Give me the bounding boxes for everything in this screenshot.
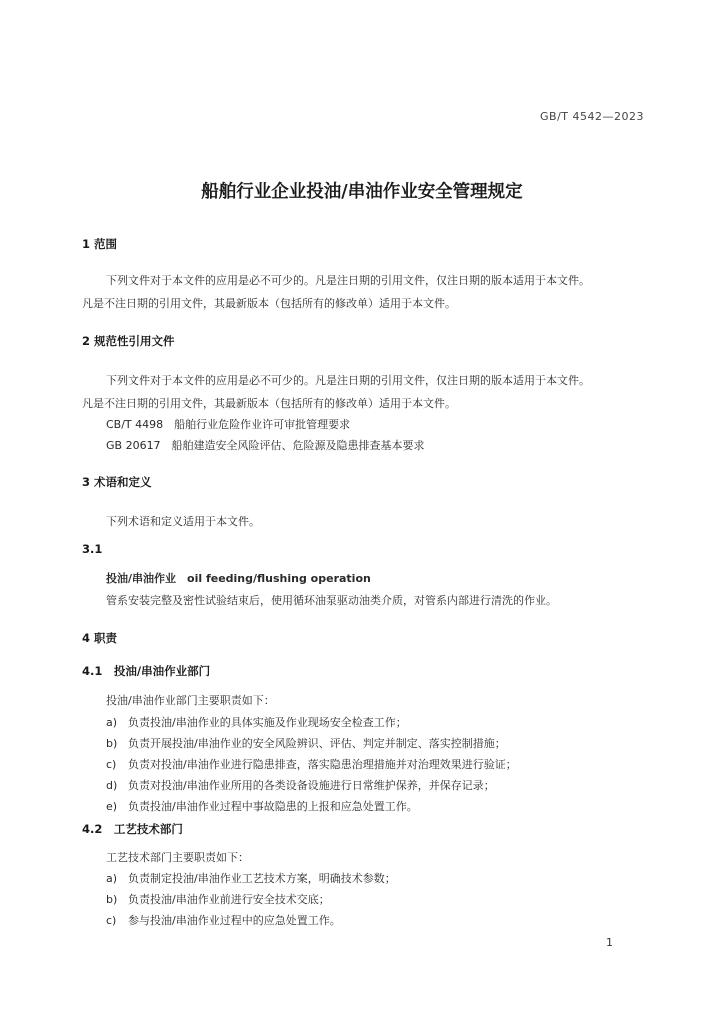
section-2-paragraph-line-2: 凡是不注日期的引用文件，其最新版本（包括所有的修改单）适用于本文件。 <box>82 397 456 410</box>
list-item-letter: d) <box>106 779 118 792</box>
term-title: 投油/串油作业 oil feeding/flushing operation <box>106 572 371 585</box>
reference-gb-20617: GB 20617 船舶建造安全风险评估、危险源及隐患排查基本要求 <box>106 439 425 452</box>
list-item-letter: c) <box>106 914 117 927</box>
list-item-text: 参与投油/串油作业过程中的应急处置工作。 <box>128 914 341 927</box>
subsection-4-1-heading: 4.1 投油/串油作业部门 <box>82 664 211 678</box>
list-item-text: 负责对投油/串油作业所用的各类设备设施进行日常维护保养，并保存记录； <box>128 779 495 792</box>
section-3-heading: 3 术语和定义 <box>82 475 152 489</box>
subsection-4-1-intro: 投油/串油作业部门主要职责如下： <box>106 694 275 707</box>
list-item <box>106 735 506 751</box>
list-item-letter: e) <box>106 800 118 813</box>
term-number: 3.1 <box>82 542 103 556</box>
section-1-heading: 1 范围 <box>82 237 118 251</box>
list-item-text: 负责投油/串油作业的具体实施及作业现场安全检查工作； <box>128 716 407 729</box>
list-item <box>106 756 517 772</box>
list-item-letter: b) <box>106 893 118 906</box>
subsection-4-2-intro: 工艺技术部门主要职责如下： <box>106 851 249 864</box>
document-title: 船舶行业企业投油/串油作业安全管理规定 <box>201 182 523 202</box>
term-definition: 管系安装完整及密性试验结束后，使用循环油泵驱动油类介质，对管系内部进行清洗的作业。 <box>106 594 557 607</box>
page-number: 1 <box>606 936 613 949</box>
list-item-letter: c) <box>106 758 117 771</box>
list-item-letter: a) <box>106 716 118 729</box>
section-4-heading: 4 职责 <box>82 631 118 645</box>
list-item <box>106 870 396 886</box>
section-3-intro: 下列术语和定义适用于本文件。 <box>106 515 260 528</box>
section-1-paragraph-line-1: 下列文件对于本文件的应用是必不可少的。凡是注日期的引用文件，仅注日期的版本适用于本文件。 <box>106 274 590 287</box>
section-1-paragraph-line-2: 凡是不注日期的引用文件，其最新版本（包括所有的修改单）适用于本文件。 <box>82 297 456 310</box>
list-item <box>106 777 495 793</box>
list-item-text: 负责制定投油/串油作业工艺技术方案，明确技术参数； <box>128 872 396 885</box>
list-item <box>106 798 418 814</box>
list-item-letter: a) <box>106 872 118 885</box>
section-2-heading: 2 规范性引用文件 <box>82 334 175 348</box>
list-item <box>106 891 330 907</box>
list-item-text: 负责开展投油/串油作业的安全风险辨识、评估、判定并制定、落实控制措施； <box>128 737 506 750</box>
list-item-text: 负责对投油/串油作业进行隐患排查，落实隐患治理措施并对治理效果进行验证； <box>128 758 517 771</box>
list-item-text: 负责投油/串油作业前进行安全技术交底； <box>128 893 330 906</box>
list-item <box>106 714 407 730</box>
reference-cbt-4498: CB/T 4498 船舶行业危险作业许可审批管理要求 <box>106 418 351 431</box>
list-item-text: 负责投油/串油作业过程中事故隐患的上报和应急处置工作。 <box>128 800 418 813</box>
list-item <box>106 912 341 928</box>
subsection-4-2-heading: 4.2 工艺技术部门 <box>82 822 183 836</box>
section-2-paragraph-line-1: 下列文件对于本文件的应用是必不可少的。凡是注日期的引用文件，仅注日期的版本适用于本文件。 <box>106 374 590 387</box>
list-item-letter: b) <box>106 737 118 750</box>
standard-code: GB/T 4542—2023 <box>540 110 644 123</box>
